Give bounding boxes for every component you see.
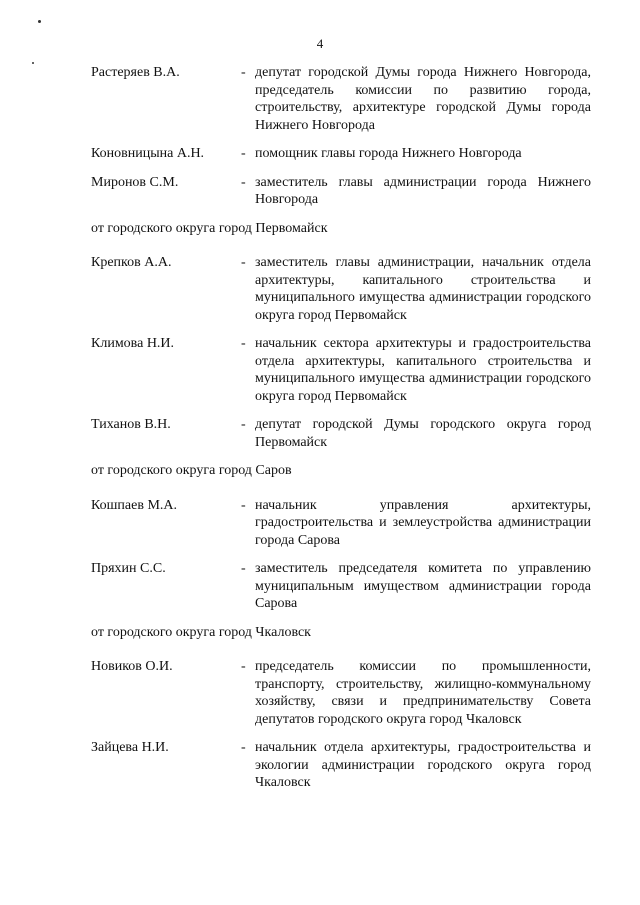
- member-role: председатель комиссии по промышленности, транспорту, строительству, жилищно-коммунальному хозяйству, связи и предпринимательству Совета депутатов городского округа город Чкаловск: [255, 659, 591, 727]
- member-role: заместитель председателя комитета по управлению муниципальным имуществом администрации города Сарова: [255, 561, 591, 611]
- member-name: Растеряев В.А.: [91, 65, 180, 80]
- section-heading: от городского округа город Чкаловск: [91, 624, 311, 640]
- separator-dash: -: [241, 740, 246, 755]
- member-role: помощник главы города Нижнего Новгорода: [255, 146, 522, 161]
- separator-dash: -: [241, 659, 246, 674]
- separator-dash: -: [241, 336, 246, 351]
- member-list: [91, 64, 591, 803]
- member-entry: [91, 335, 591, 405]
- member-entry: [91, 497, 591, 550]
- member-name: Климова Н.И.: [91, 336, 175, 351]
- section-heading: от городского округа город Саров: [91, 463, 292, 478]
- member-entry: [91, 174, 591, 209]
- section-heading: от городского округа город Первомайск: [91, 220, 328, 236]
- member-entry: [91, 739, 591, 792]
- member-role: заместитель главы администрации города Нижнего Новгорода: [255, 174, 591, 207]
- member-name: Новиков О.И.: [91, 659, 173, 674]
- member-entry: [91, 658, 591, 728]
- member-name: Тиханов В.Н.: [91, 417, 171, 432]
- member-entry: [91, 145, 591, 163]
- member-role: заместитель главы администрации, начальник отдела архитектуры, капитального строительства и муниципального имущества администрации городского округа город Первомайск: [255, 255, 591, 323]
- member-role: начальник сектора архитектуры и градостроительства отдела архитектуры, капитального строительства и муниципального имущества администрации городского округа город Первомайск: [255, 336, 591, 404]
- scan-speck: [38, 20, 41, 23]
- separator-dash: -: [241, 417, 246, 432]
- separator-dash: -: [241, 146, 246, 161]
- scan-speck: [32, 62, 34, 64]
- separator-dash: -: [241, 65, 246, 80]
- member-name: Крепков А.А.: [91, 255, 172, 270]
- member-name: Коновницына А.Н.: [91, 146, 205, 161]
- member-entry: [91, 64, 591, 134]
- member-entry: [91, 416, 591, 451]
- member-name: Пряхин С.С.: [91, 561, 166, 576]
- separator-dash: -: [241, 561, 246, 576]
- member-name: Миронов С.М.: [91, 174, 179, 190]
- separator-dash: -: [241, 174, 246, 190]
- member-role: начальник отдела архитектуры, градостроительства и экологии администрации городского округа город Чкаловск: [255, 740, 591, 790]
- member-entry: [91, 560, 591, 613]
- separator-dash: -: [241, 497, 246, 513]
- member-role: начальник управления архитектуры, градостроительства и землеустройства администрации города Сарова: [255, 497, 591, 548]
- page-number: 4: [316, 36, 324, 51]
- member-role: депутат городской Думы города Нижнего Новгорода, председатель комиссии по развитию города, строительству, архитектуре городской Думы города Нижнего Новгорода: [255, 65, 591, 133]
- member-name: Зайцева Н.И.: [91, 740, 169, 755]
- member-role: депутат городской Думы городского округа город Первомайск: [255, 417, 591, 450]
- member-entry: [91, 254, 591, 324]
- member-name: Кошпаев М.А.: [91, 497, 178, 513]
- separator-dash: -: [241, 255, 246, 270]
